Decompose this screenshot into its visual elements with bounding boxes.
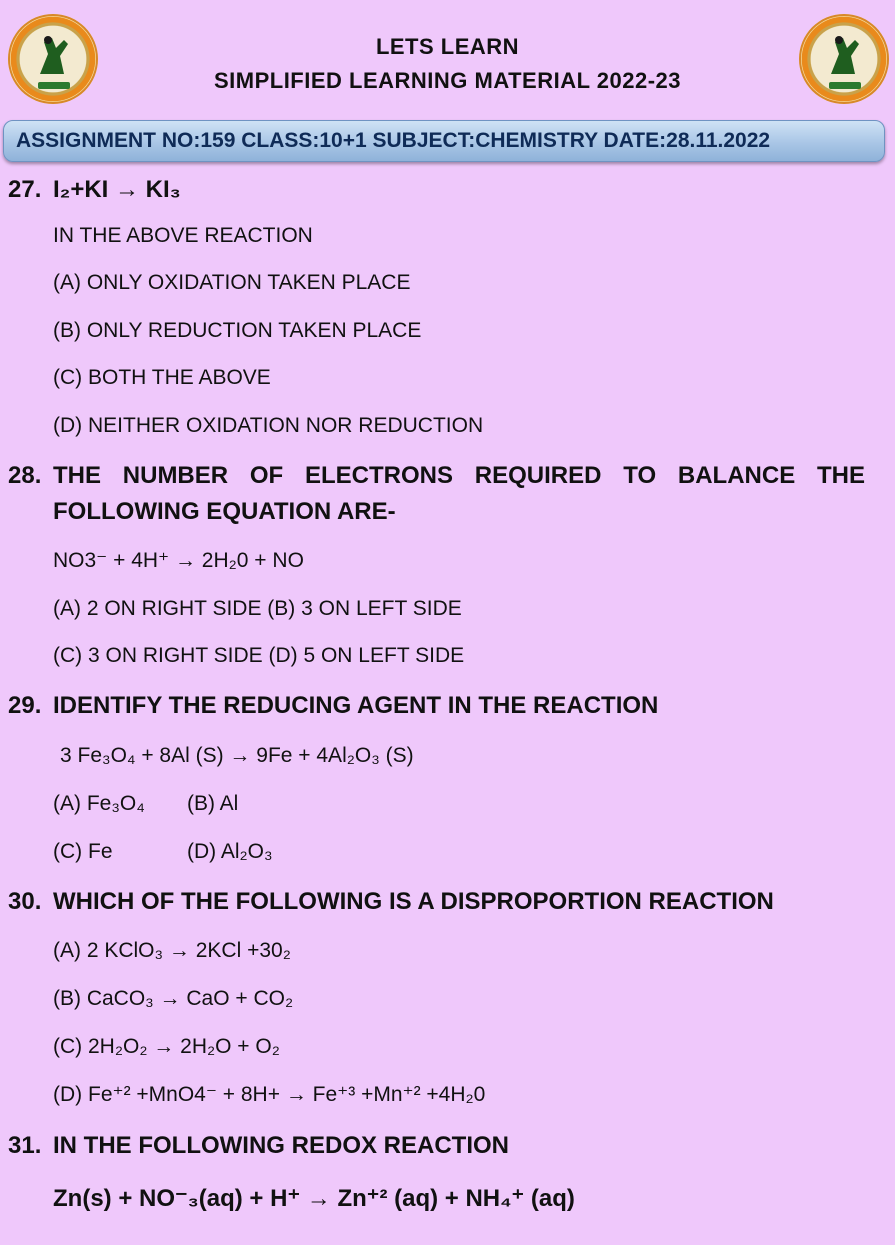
page-title-line1: LETS LEARN bbox=[375, 34, 520, 59]
question-27-option-b: (B) ONLY REDUCTION TAKEN PLACE bbox=[53, 319, 422, 342]
question-30-option-a: (A) 2 KClO₃ → 2KCl +30₂ bbox=[53, 939, 291, 962]
question-29-option-a: (A) Fe₃O₄ bbox=[53, 792, 145, 815]
question-29-number: 29. bbox=[8, 692, 42, 719]
question-28-text-line2: FOLLOWING EQUATION ARE- bbox=[53, 498, 396, 525]
question-30-text: WHICH OF THE FOLLOWING IS A DISPROPORTION REACTION bbox=[53, 888, 774, 915]
question-29-option-d: (D) Al₂O₃ bbox=[187, 840, 273, 863]
question-28-options-cd: (C) 3 ON RIGHT SIDE (D) 5 ON LEFT SIDE bbox=[53, 644, 465, 667]
question-27-stem: IN THE ABOVE REACTION bbox=[53, 224, 313, 247]
question-28-equation: NO3⁻ + 4H⁺ → 2H₂0 + NO bbox=[53, 549, 304, 572]
question-27-number: 27. bbox=[8, 176, 42, 203]
question-29-equation: 3 Fe₃O₄ + 8Al (S) → 9Fe + 4Al₂O₃ (S) bbox=[60, 744, 414, 767]
question-31-text: IN THE FOLLOWING REDOX REACTION bbox=[53, 1132, 509, 1159]
question-31-number: 31. bbox=[8, 1132, 42, 1159]
assignment-banner-text: ASSIGNMENT NO:159 CLASS:10+1 SUBJECT:CHEMISTRY DATE:28.11.2022 bbox=[16, 129, 771, 152]
question-28-options-ab: (A) 2 ON RIGHT SIDE (B) 3 ON LEFT SIDE bbox=[53, 597, 462, 620]
question-28-text-line1: THE NUMBER OF ELECTRONS REQUIRED TO BALANCE THE bbox=[53, 462, 865, 489]
page-title-line2: SIMPLIFIED LEARNING MATERIAL 2022-23 bbox=[213, 68, 682, 93]
question-30-option-d: (D) Fe⁺² +MnO4⁻ + 8H+ → Fe⁺³ +Mn⁺² +4H₂0 bbox=[53, 1083, 486, 1106]
question-27-equation: I₂+KI → KI₃ bbox=[53, 176, 181, 203]
school-emblem-icon bbox=[799, 14, 889, 104]
question-29-text: IDENTIFY THE REDUCING AGENT IN THE REACTION bbox=[53, 692, 659, 719]
question-29-option-b: (B) Al bbox=[187, 792, 239, 815]
page-header bbox=[0, 0, 895, 118]
question-27-option-d: (D) NEITHER OXIDATION NOR REDUCTION bbox=[53, 414, 484, 437]
question-30-option-b: (B) CaCO₃ → CaO + CO₂ bbox=[53, 987, 294, 1010]
question-30-number: 30. bbox=[8, 888, 42, 915]
emblem-ribbon bbox=[829, 82, 861, 89]
emblem-figure-icon bbox=[825, 34, 863, 76]
question-27-option-c: (C) BOTH THE ABOVE bbox=[53, 366, 271, 389]
question-31-equation: Zn(s) + NO⁻₃(aq) + H⁺ → Zn⁺² (aq) + NH₄⁺ (aq) bbox=[53, 1185, 575, 1212]
question-29-option-c: (C) Fe bbox=[53, 840, 113, 863]
question-27-option-a: (A) ONLY OXIDATION TAKEN PLACE bbox=[53, 271, 411, 294]
question-28-number: 28. bbox=[8, 462, 42, 489]
assignment-banner bbox=[3, 120, 885, 162]
question-30-option-c: (C) 2H₂O₂ → 2H₂O + O₂ bbox=[53, 1035, 280, 1058]
